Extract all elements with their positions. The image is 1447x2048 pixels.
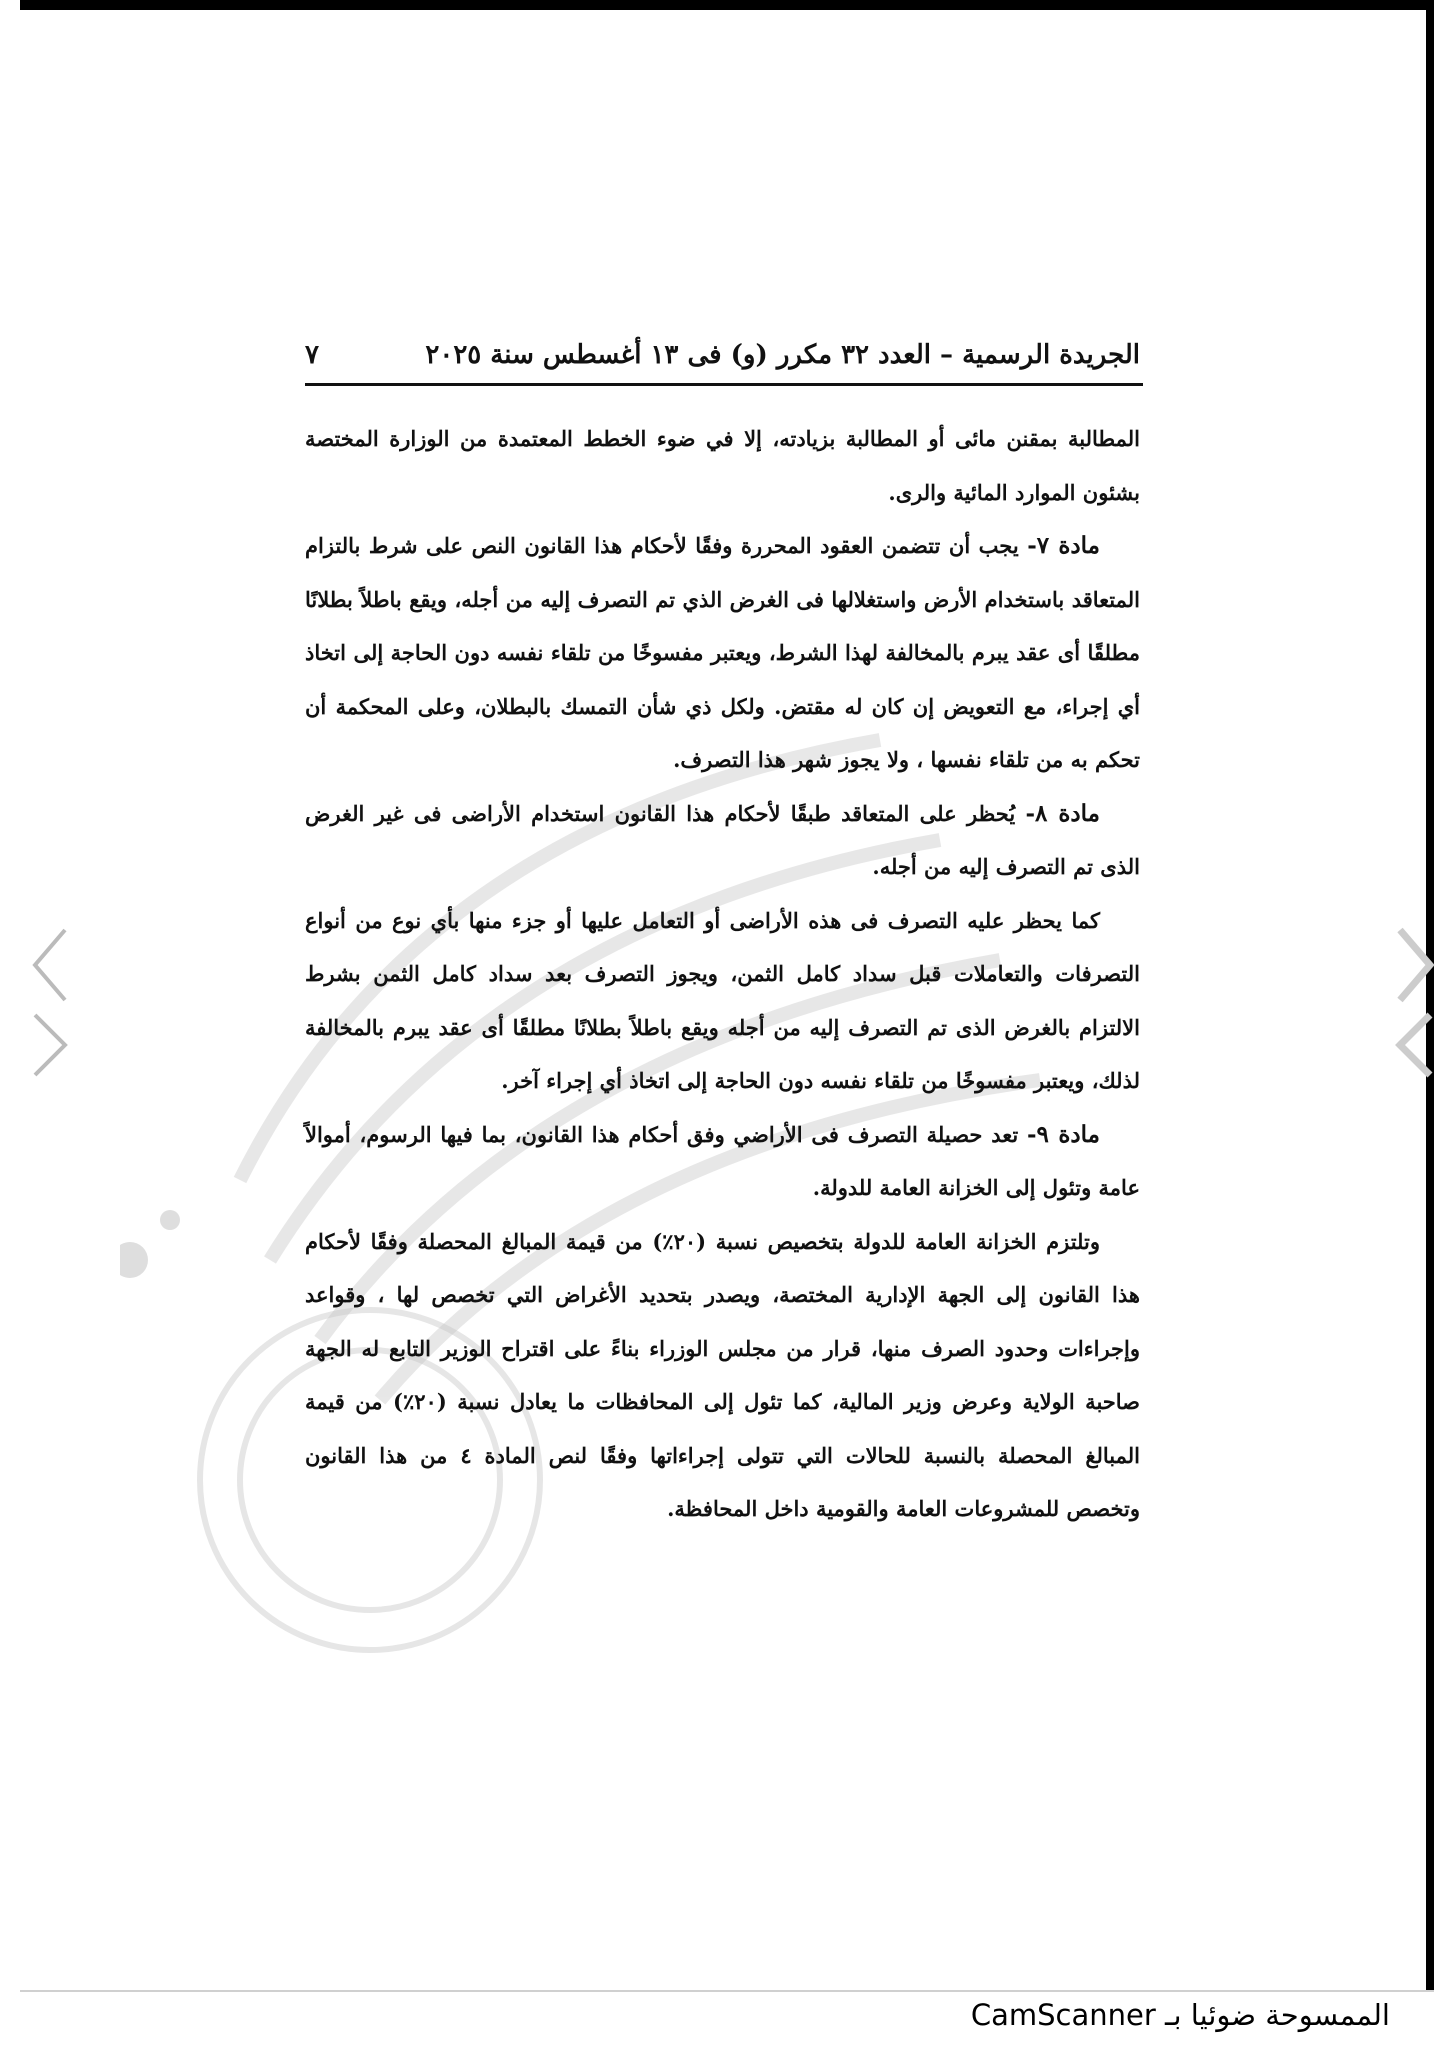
- chevron-left-icon[interactable]: [20, 920, 80, 1080]
- header-divider: [305, 383, 1143, 386]
- document-body: [305, 412, 1140, 1536]
- paragraph-text: وتلتزم الخزانة العامة للدولة بتخصيص نسبة (٢٠٪) من قيمة المبالغ المحصلة وفقًا لأحكام هذا القانون إلى الجهة الإدارية المختصة، ويصدر بتحديد الأغراض التي تخصص لها ، وقواعد وإجراءات وحدود الصرف منها، قرار من مجلس الوزراء بناءً على اقتراح الوزير التابع له الجهة صاحبة الولاية وعرض وزير المالية، كما تئول إلى المحافظات ما يعادل نسبة (٢٠٪) من قيمة المبالغ المحصلة بالنسبة للحالات التي تتولى إجراءاتها وفقًا لنص المادة ٤ من هذا القانون وتخصص للمشروعات العامة والقومية داخل المحافظة.: [305, 1228, 1141, 1521]
- article-label: مادة ٧-: [1027, 532, 1100, 559]
- paragraph-text: تعد حصيلة التصرف فى الأراضي وفق أحكام هذا القانون، بما فيها الرسوم، أموالاً عامة وتئول إلى الخزانة العامة للدولة.: [305, 1121, 1140, 1200]
- paragraph-text: يُحظر على المتعاقد طبقًا لأحكام هذا القانون استخدام الأراضى فى غير الغرض الذى تم التصرف إليه من أجله.: [305, 800, 1140, 879]
- article-8-continuation: [305, 894, 1140, 1108]
- paragraph-text: كما يحظر عليه التصرف فى هذه الأراضى أو التعامل عليها أو جزء منها بأي نوع من أنواع التصرفات والتعاملات قبل سداد كامل الثمن، ويجوز التصرف بعد سداد كامل الثمن بشرط الالتزام بالغرض الذى تم التصرف إليه من أجله ويقع باطلاً بطلانًا مطلقًا أى عقد يبرم بالمخالفة لذلك، ويعتبر مفسوخًا من تلقاء نفسه دون الحاجة إلى اتخاذ أي إجراء آخر.: [305, 907, 1140, 1093]
- page-number: ٧: [305, 340, 319, 370]
- paragraph-text: المطالبة بمقنن مائى أو المطالبة بزيادته، إلا في ضوء الخطط المعتمدة من الوزارة المختصة بشئون الموارد المائية والرى.: [305, 426, 1140, 505]
- article-9-continuation: [305, 1215, 1140, 1536]
- gazette-header: [305, 330, 1140, 380]
- header-title: الجريدة الرسمية – العدد ٣٢ مكرر (و) فى ١٣ أغسطس سنة ٢٠٢٥: [425, 340, 1140, 370]
- article-9: [305, 1108, 1140, 1215]
- paragraph-continuation: [305, 412, 1140, 519]
- article-7: [305, 519, 1140, 787]
- scanner-watermark-text: الممسوحة ضوئيا بـ CamScanner: [970, 1998, 1390, 2032]
- article-label: مادة ٨-: [1025, 799, 1100, 827]
- page-top-border: [20, 0, 1430, 10]
- article-label: مادة ٩-: [1026, 1120, 1100, 1148]
- scan-bottom-rule: [20, 1990, 1434, 1992]
- chevron-right-icon[interactable]: [1385, 920, 1445, 1080]
- article-8: [305, 787, 1140, 894]
- paragraph-text: يجب أن تتضمن العقود المحررة وفقًا لأحكام هذا القانون النص على شرط بالتزام المتعاقد باستخدام الأرض واستغلالها فى الغرض الذي تم التصرف إليه من أجله، ويقع باطلاً بطلانًا مطلقًا أى عقد يبرم بالمخالفة لهذا الشرط، ويعتبر مفسوخًا من تلقاء نفسه دون الحاجة إلى اتخاذ أي إجراء، مع التعويض إن كان له مقتض. ولكل ذي شأن التمسك بالبطلان، وعلى المحكمة أن تحكم به من تلقاء نفسها ، ولا يجوز شهر هذا التصرف.: [305, 533, 1140, 772]
